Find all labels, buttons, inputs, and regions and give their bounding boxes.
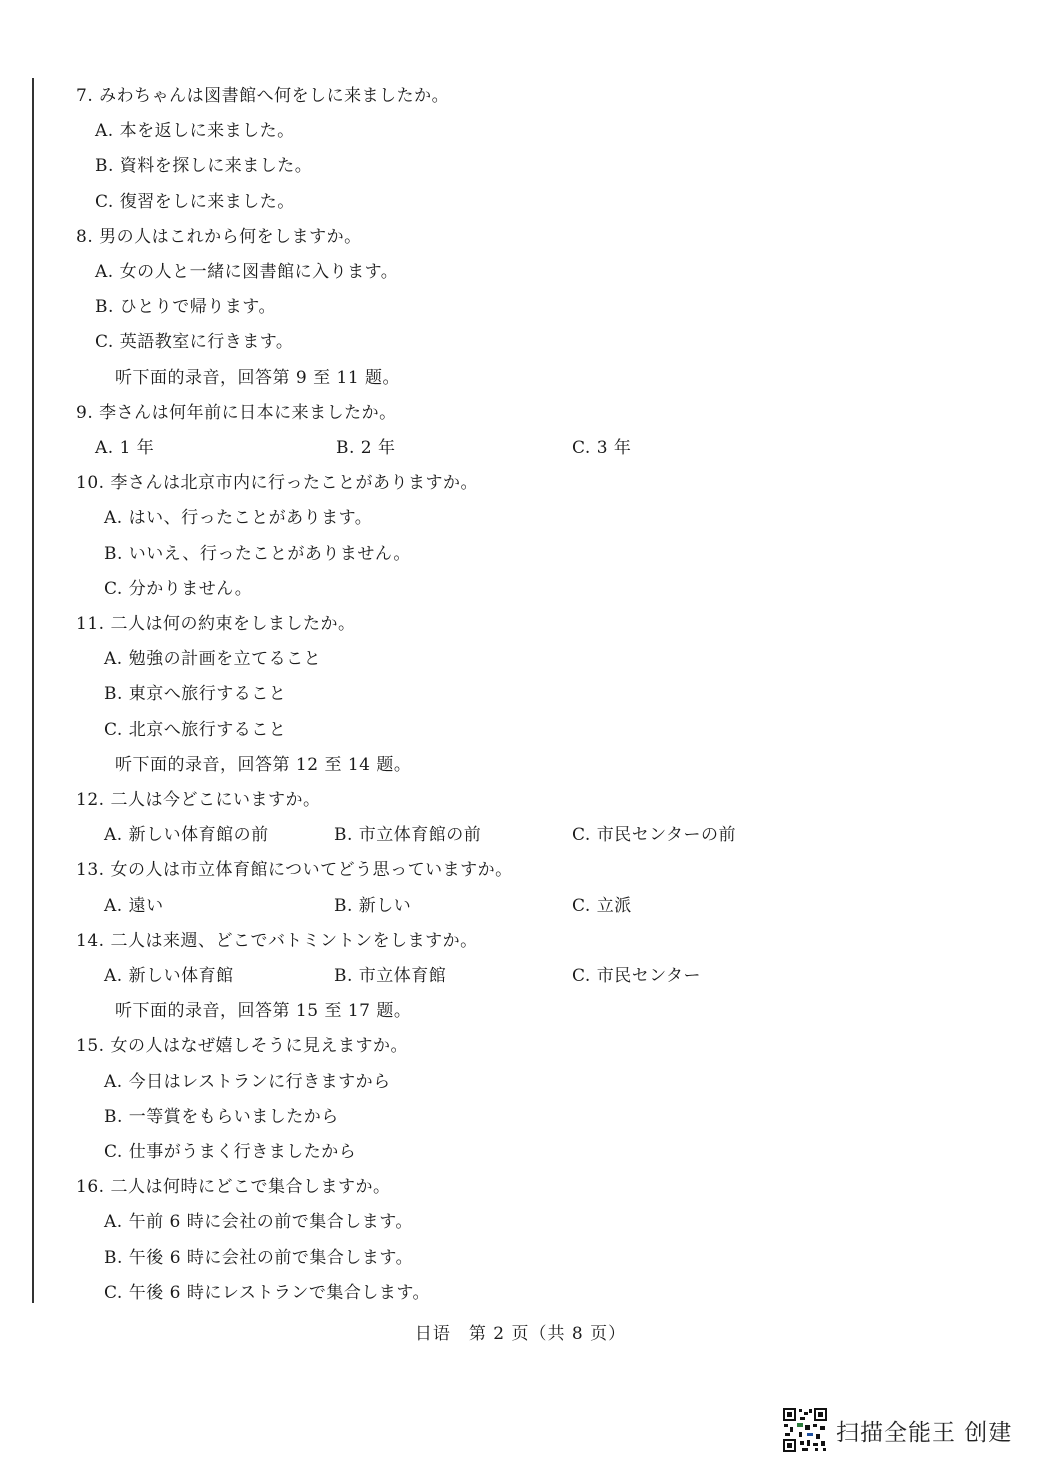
answer-option: A. 1 年 — [95, 438, 155, 458]
answer-option: C. 3 年 — [572, 438, 632, 458]
answer-option: C. 午後 6 時にレストランで集合します。 — [104, 1283, 430, 1303]
answer-option: A. 新しい体育館 — [104, 966, 234, 986]
listening-instruction: 听下面的录音，回答第 15 至 17 题。 — [115, 1001, 412, 1021]
listening-instruction: 听下面的录音，回答第 12 至 14 题。 — [115, 755, 412, 775]
answer-option: C. 仕事がうまく行きましたから — [104, 1142, 357, 1162]
answer-option: A. 本を返しに来ました。 — [95, 121, 295, 141]
listening-instruction: 听下面的录音，回答第 9 至 11 题。 — [115, 368, 401, 388]
question-text: 16. 二人は何時にどこで集合しますか。 — [76, 1177, 391, 1197]
question-text: 11. 二人は何の約束をしましたか。 — [76, 614, 356, 634]
answer-option: B. 市立体育館の前 — [334, 825, 482, 845]
question-text: 9. 李さんは何年前に日本に来ましたか。 — [76, 403, 397, 423]
answer-option: B. 市立体育館 — [334, 966, 447, 986]
page-margin-line — [32, 78, 34, 1303]
question-text: 7. みわちゃんは図書館へ何をしに来ましたか。 — [76, 86, 450, 106]
answer-option: A. 新しい体育館の前 — [104, 825, 269, 845]
answer-option: C. 分かりません。 — [104, 579, 253, 599]
answer-option: C. 英語教室に行きます。 — [95, 332, 294, 352]
answer-option: B. 資料を探しに来ました。 — [95, 156, 313, 176]
question-text: 12. 二人は今どこにいますか。 — [76, 790, 321, 810]
qr-code-icon — [782, 1407, 828, 1453]
question-text: 15. 女の人はなぜ嬉しそうに見えますか。 — [76, 1036, 408, 1056]
answer-option: A. 今日はレストランに行きますから — [104, 1072, 391, 1092]
answer-option: A. 女の人と一緒に図書館に入ります。 — [95, 262, 399, 282]
answer-option: B. いいえ、行ったことがありません。 — [104, 544, 411, 564]
scanner-watermark — [782, 1407, 1012, 1453]
answer-option: A. 勉強の計画を立てること — [104, 649, 322, 669]
answer-option: B. 午後 6 時に会社の前で集合します。 — [104, 1248, 414, 1268]
answer-option: B. 一等賞をもらいましたから — [104, 1107, 339, 1127]
answer-option: B. 新しい — [334, 896, 412, 916]
scanner-label: 扫描全能王 创建 — [836, 1419, 1013, 1446]
answer-option: C. 北京へ旅行すること — [104, 720, 287, 740]
answer-option: A. はい、行ったことがあります。 — [104, 508, 373, 528]
answer-option: C. 立派 — [572, 896, 632, 916]
page-footer: 日语 第 2 页（共 8 页） — [414, 1324, 627, 1344]
answer-option: B. 2 年 — [336, 438, 396, 458]
question-text: 13. 女の人は市立体育館についてどう思っていますか。 — [76, 860, 513, 880]
answer-option: B. 東京へ旅行すること — [104, 684, 287, 704]
answer-option: B. ひとりで帰ります。 — [95, 297, 276, 317]
answer-option: A. 遠い — [104, 896, 164, 916]
answer-option: C. 復習をしに来ました。 — [95, 192, 295, 212]
question-text: 8. 男の人はこれから何をしますか。 — [76, 227, 362, 247]
answer-option: C. 市民センターの前 — [572, 825, 737, 845]
question-text: 10. 李さんは北京市内に行ったことがありますか。 — [76, 473, 478, 493]
answer-option: C. 市民センター — [572, 966, 702, 986]
answer-option: A. 午前 6 時に会社の前で集合します。 — [104, 1212, 413, 1232]
question-text: 14. 二人は来週、どこでバトミントンをしますか。 — [76, 931, 478, 951]
